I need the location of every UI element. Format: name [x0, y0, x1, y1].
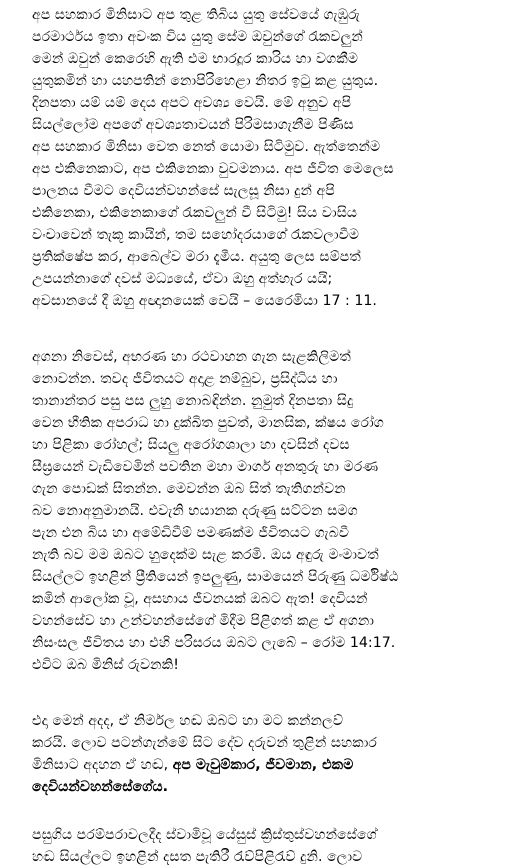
text-line: පැන එන බිය හා අමේඩිවීම් පමණක්ම ජීවිතයට ගැබවී — [32, 525, 350, 541]
text-line: සියල්ලට ඉහළින් ප්‍රීතියෙන් ඉපලුණු, සාමයෙන් පිරුණු ධර්මිෂ්ඨ — [32, 569, 399, 585]
text-line: අප සහකාර මිනිසා වෙත නෙත් යොමා සිටිමුව. ඇත්තෙන්ම — [32, 139, 381, 155]
text-line — [14, 754, 506, 776]
text-line: නොවන්න. තවද ජීවිතයට අදාළ නම්බුව, ප්‍රසිද්ධිය හා — [32, 371, 338, 387]
text-line: එවිට ඔබ මිනිස් රුවනකි! — [32, 657, 179, 673]
text-line: මෙන් ඔවුන් කෙරෙහි ඇති එම භාරදූර කාරිය හා වගකීම — [32, 51, 359, 67]
paragraph-3 — [14, 710, 506, 798]
text-line: යුතුකමින් හා යහපතින් නොපිරිහෙළා නිතර ඉටු කළ යුතුය. — [32, 73, 379, 89]
text-line: වෙන භීතික අපරාධ හා දුක්ඛිත පුවත්, මානසික, ක්ෂය රෝග — [32, 415, 384, 431]
text-line: කරයි. ලොව පටන්ගැන්මේ සිට දේව දරුවන් තුළින් සහකාර — [32, 735, 377, 751]
text-line: පාලනය වීමට දෙවියන්වහන්සේ සැලසූ නිසා දුන් අපි — [32, 183, 335, 199]
text-line: නැති බව මම ඔබට හුදෙක්ම සැළ කරමි. ඔය අඳුරු මංමාවත් — [32, 547, 379, 563]
text-line: සියල්ලෝම අපගේ අවශ්‍යතාවයන් පිරිමසාගැනීම පිණිස — [32, 117, 354, 133]
text-line: එදා මෙන් අදද, ඒ නිර්මල හඬ ඔබට හා මට කන්නලව් — [32, 713, 344, 729]
paragraph-gap — [14, 312, 506, 346]
text-line: ගැන පොඩක් සිතන්න. මෙවන්න ඔබ සිත් තැතිගන්වන — [32, 481, 346, 497]
text-line: නිසංසල ජීවිතය හා එහි පරිසරය ඔබට ලැබේ – රෝම 14:17. — [32, 635, 396, 651]
text-line: ප්‍රතික්ෂේප කර, ආබෙල්ව මරා දැමීය. අයුතු ලෙස සම්පත් — [32, 249, 361, 265]
text-line: වංචාවෙන් තැකූ කායින්, තම සහෝදරයාගේ රැකවලාවීම — [32, 227, 360, 243]
paragraph-4 — [14, 824, 506, 868]
text-line: කමින් ආලෝක වූ, අසහාය ජීවනයක් ඔබට ඇත! දෙවියන් — [32, 591, 368, 607]
text-line: සීඝ්‍රයෙන් වැඩිවෙමින් පවතින මහා මාර්ග අනතුරු හා මරණ — [32, 459, 379, 475]
bold-phrase: අප මැවුම්කාර, ජීවමාන, එකම — [172, 757, 354, 773]
text-line: එකිනෙකා, එකිනෙකාගේ රැකවලුන් වී සිටිමු! සිය වාසිය — [32, 205, 358, 221]
text-line: අගනා නිවෙස්, අභරණ හා රථවාහන ගැන සැළකිලිමත් — [32, 349, 351, 365]
text-line: තානාන්තර පසු පස ලුහු නොබඳින්න. නුමුත් දිනපතා සිදු — [32, 393, 354, 409]
text-line: අප සහකාර මිනිසාට අප තුළ තිබිය යුතු සේවයේ ගැඹුරු — [32, 7, 361, 23]
text-line: අවසානයේ දී ඔහු අඥානයෙක් වෙයි – යෙරෙමියා 17 : 11. — [32, 293, 377, 309]
text-line: පසුගිය පරම්පරාවලදීද ස්වාමිවූ යේසුස් ක්‍රිස්තුස්වහන්සේගේ — [32, 827, 377, 843]
paragraph-1 — [14, 4, 506, 312]
paragraph-gap — [14, 676, 506, 710]
text-line: හා පිළිකා රෝහල්; සියලු අරෝගශාලා හා දවසින් දවස — [32, 437, 350, 453]
text-line: වහන්සේව හා උන්වහන්සේගේ මිදීම පිළිගත් කළ ඒ අගනා — [32, 613, 375, 629]
paragraph-gap — [14, 798, 506, 824]
text-line: හඬ සියල්ලට ඉහළින් දසත පැතිරී රැව්පිළිරැව් දුනි. ලොව — [32, 849, 363, 865]
bold-line: දෙවියන්වහන්සේගේය. — [32, 779, 169, 795]
text-line: උපයන්නාගේ දවස් මධ්‍යයේ, ඒවා ඔහු අත්හැර යයි; — [32, 271, 333, 287]
paragraph-2 — [14, 346, 506, 676]
text-line: අප එකිනෙකාට, අප එකිනෙකා වුවමනාය. අප ජීවිත මෙලෙස — [32, 161, 394, 177]
text-line: බව නොඅනුමානයි. එවැනි භයානක දරුණු සට්ටන සමග — [32, 503, 358, 519]
text-line: පරමාර්ථය ඉතා අවංක විය යුතු සේම ඔවුන්ගේ රැකවලුන් — [32, 29, 363, 45]
text-line-start: මිනිසාට අදහන ඒ හඬ, — [32, 757, 169, 773]
text-line: දිනපතා යම් යම් දෙය අපට අවශ්‍ය වෙයි. මේ අනුව අපි — [32, 95, 352, 111]
